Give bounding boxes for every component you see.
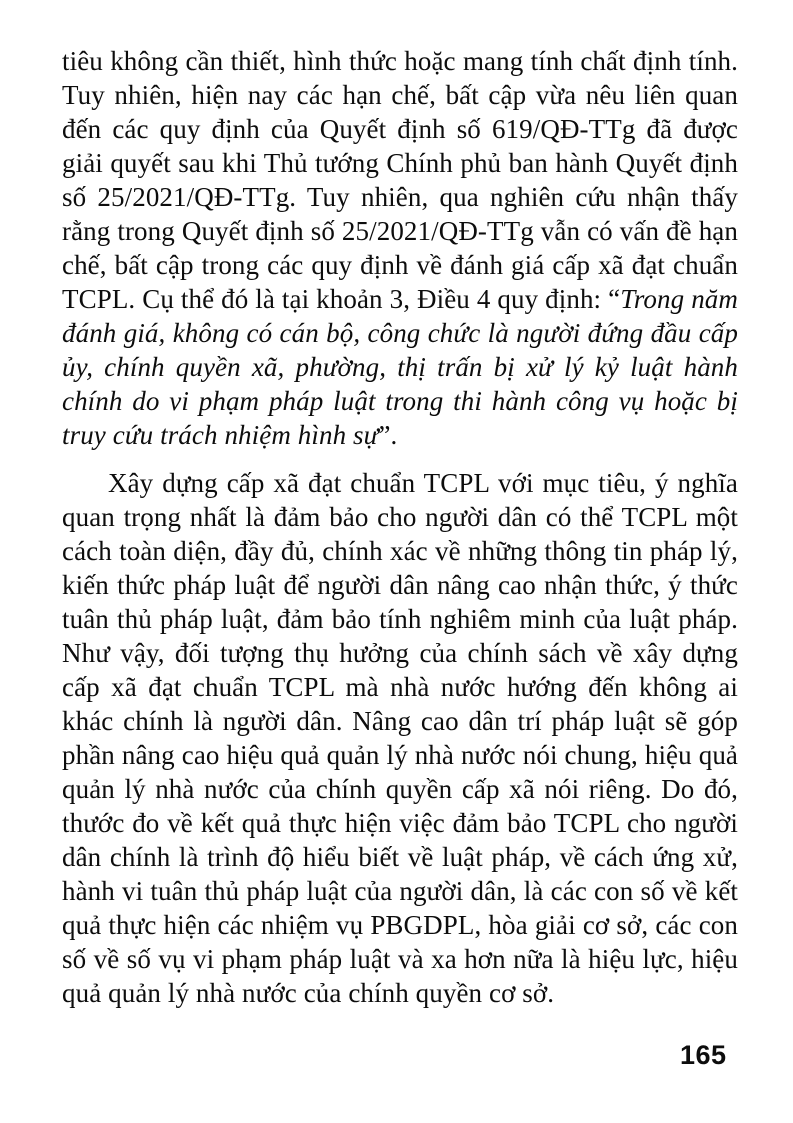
paragraph-2: Xây dựng cấp xã đạt chuẩn TCPL với mục tiêu, ý nghĩa quan trọng nhất là đảm bảo cho người dân có thể TCPL một cách toàn diện, đầy đủ, chính xác về những thông tin pháp lý, kiến thức pháp luật để người dân nâng cao nhận thức, ý thức tuân thủ pháp luật, đảm bảo tính nghiêm minh của luật pháp. Như vậy, đối tượng thụ hưởng của chính sách về xây dựng cấp xã đạt chuẩn TCPL mà nhà nước hướng đến không ai khác chính là người dân. Nâng cao dân trí pháp luật sẽ góp phần nâng cao hiệu quả quản lý nhà nước nói chung, hiệu quả quản lý nhà nước của chính quyền cấp xã nói riêng. Do đó, thước đo về kết quả thực hiện việc đảm bảo TCPL cho người dân chính là trình độ hiểu biết về luật pháp, về cách ứng xử, hành vi tuân thủ pháp luật của người dân, là các con số về kết quả thực hiện các nhiệm vụ PBGDPL, hòa giải cơ sở, các con số về số vụ vi phạm pháp luật và xa hơn nữa là hiệu lực, hiệu quả quản lý nhà nước của chính quyền cơ sở. [62, 468, 738, 1008]
page-number: 165 [680, 1040, 727, 1070]
paragraph-1 [62, 44, 738, 452]
body-text [62, 44, 738, 1010]
paragraph-1-closing: ”. [378, 420, 398, 450]
paragraph-1-text: tiêu không cần thiết, hình thức hoặc mang tính chất định tính. Tuy nhiên, hiện nay các hạn chế, bất cập vừa nêu liên quan đến các quy định của Quyết định số 619/QĐ-TTg đã được giải quyết sau khi Thủ tướng Chính phủ ban hành Quyết định số 25/2021/QĐ-TTg. Tuy nhiên, qua nghiên cứu nhận thấy rằng trong Quyết định số 25/2021/QĐ-TTg vẫn có vấn đề hạn chế, bất cập trong các quy định về đánh giá cấp xã đạt chuẩn TCPL. Cụ thể đó là tại khoản 3, Điều 4 quy định: “ [62, 46, 738, 314]
quoted-regulation-text: Trong năm đánh giá, không có cán bộ, công chức là người đứng đầu cấp ủy, chính quyền xã, phường, thị trấn bị xử lý kỷ luật hành chính do vi phạm pháp luật trong thi hành công vụ hoặc bị truy cứu trách nhiệm hình sự [62, 284, 738, 450]
